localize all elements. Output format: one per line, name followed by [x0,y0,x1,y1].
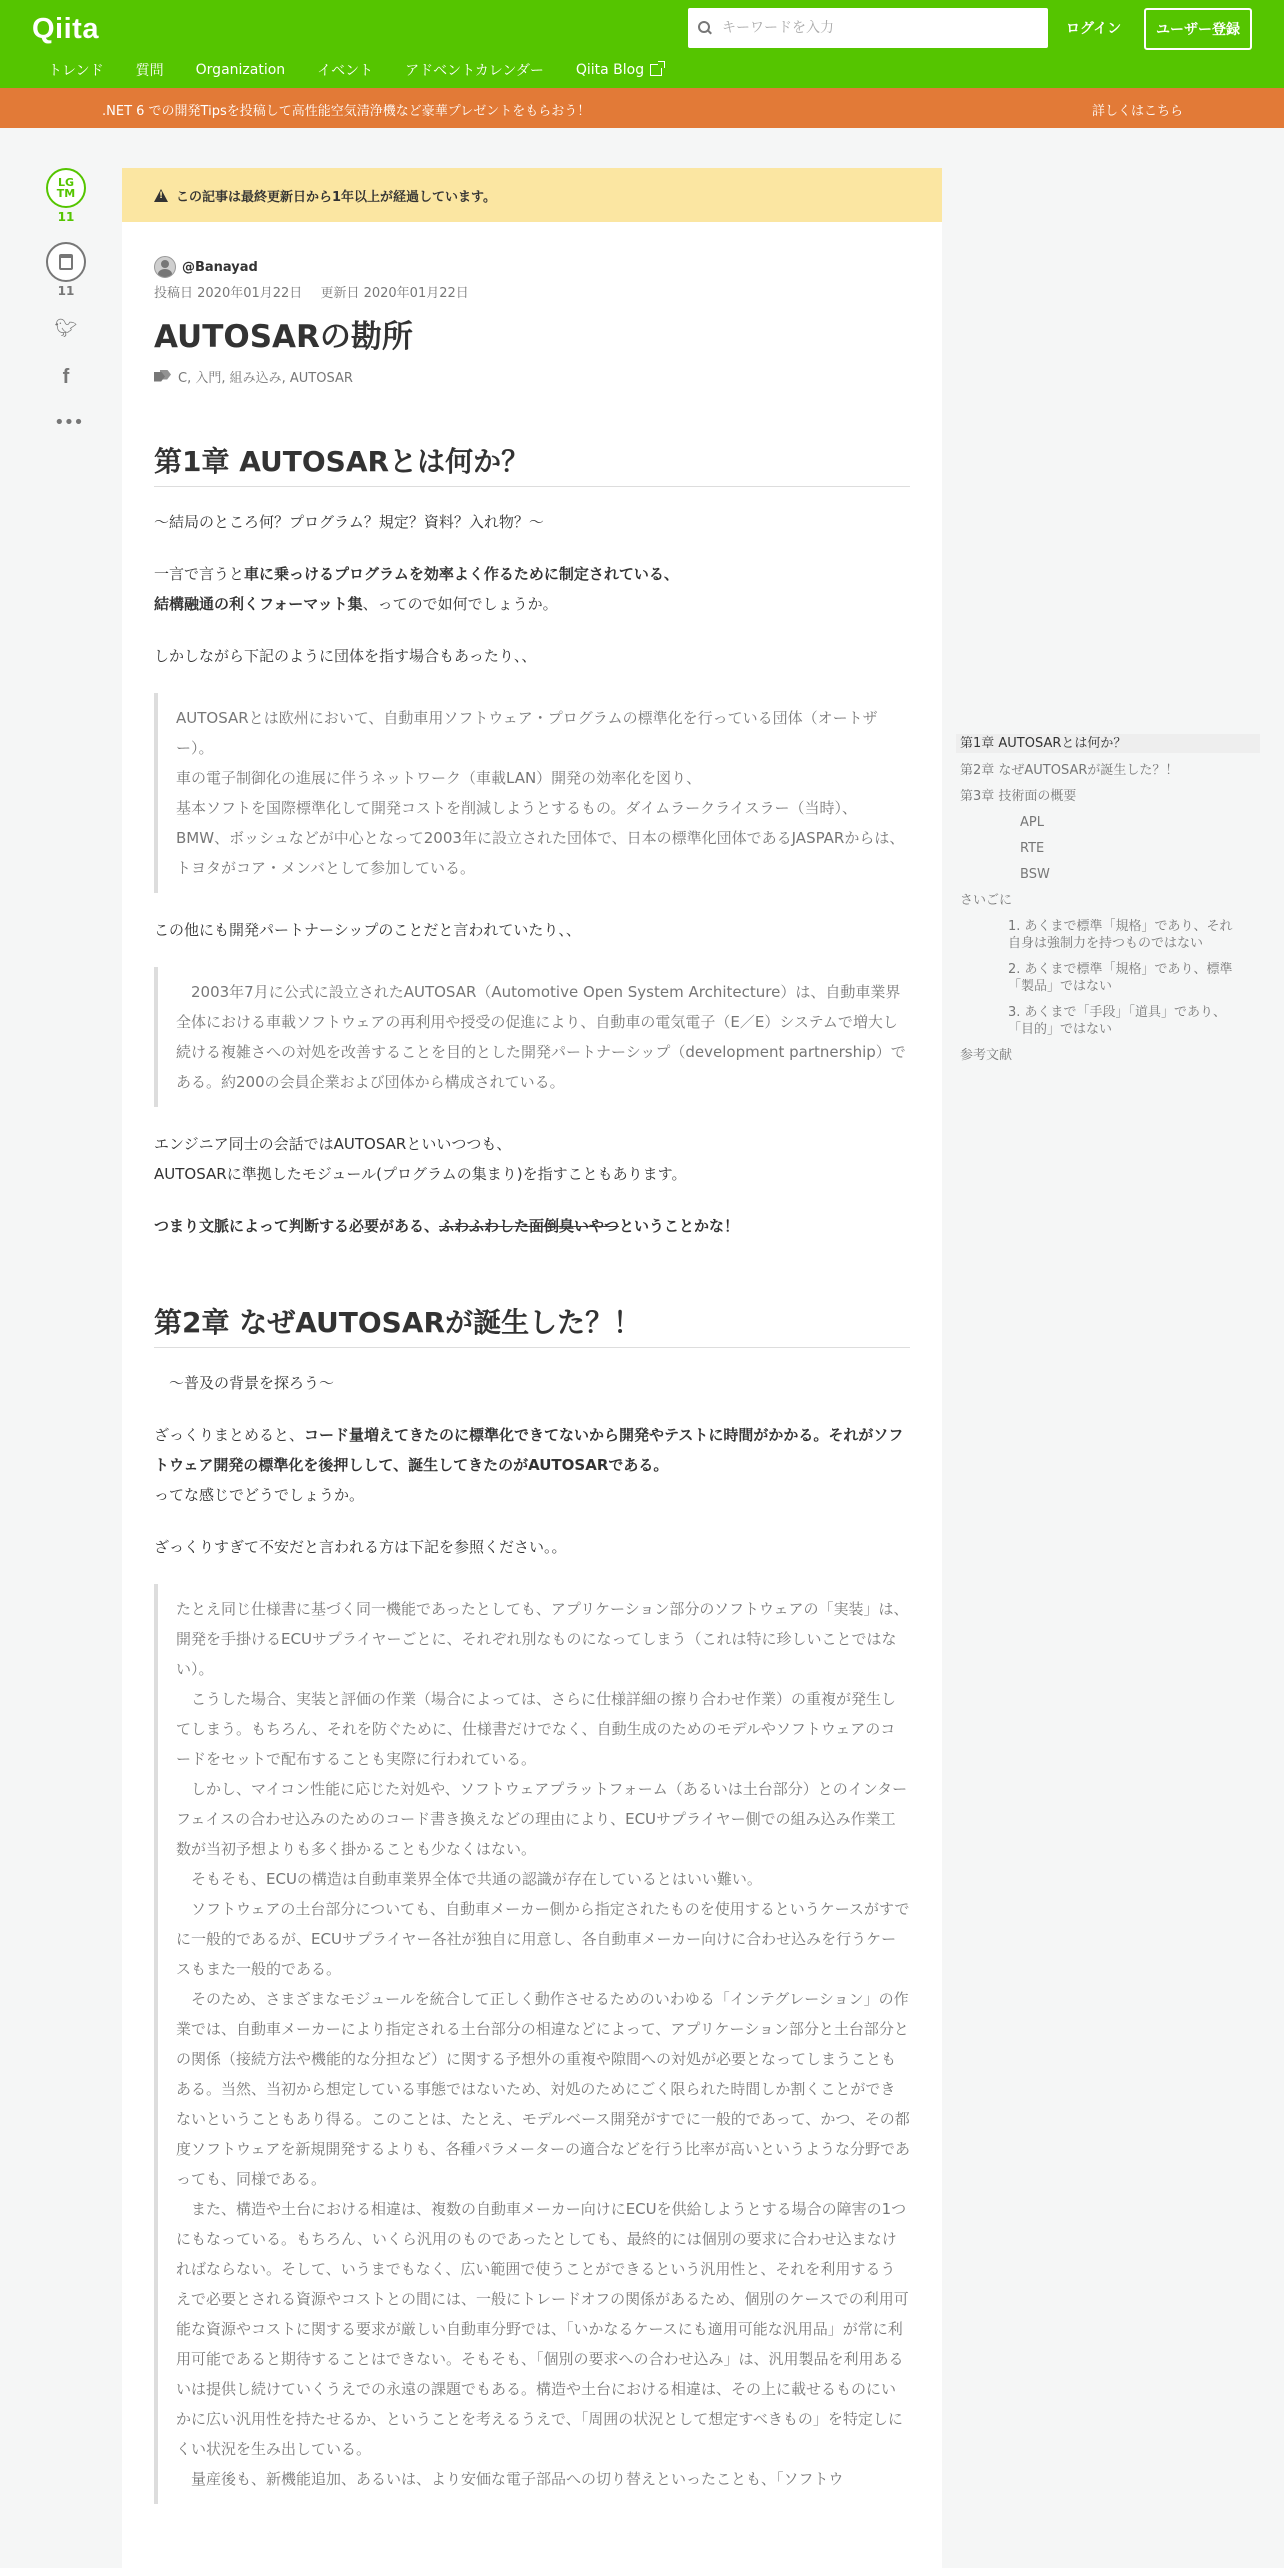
chapter-2-heading: 第2章 なぜAUTOSARが誕生した？！ [154,1303,910,1348]
paragraph [154,559,910,619]
strikethrough-text: ふわふわした面倒臭いやつ [439,1217,620,1235]
text: エンジニア同士の会話ではAUTOSARといいつつも、 [154,1135,512,1153]
toc-item[interactable]: BSW [1020,867,1050,882]
banner-text[interactable]: .NET 6 での開発Tipsを投稿して高性能空気清浄機など豪華プレゼントをもらおう！ [102,104,591,119]
nav-organization[interactable]: Organization [195,62,286,78]
more-icon[interactable]: ••• [54,412,83,433]
article-dates [154,282,910,301]
text: AUTOSARに準拠したモジュール(プログラムの集まり)を指すこともあります。 [154,1165,687,1183]
quote-line: 車の電子制御化の進展に伴うネットワーク（車載LAN）開発の効率化を図り、 [176,769,702,787]
toc-item[interactable]: 第1章 AUTOSARとは何か？ [956,734,1260,753]
nav-qiita-blog[interactable] [576,60,662,80]
text: ってな感じでどうでしょうか。 [154,1486,365,1504]
nav-trend[interactable]: トレンド [48,63,104,79]
paragraph [154,1211,910,1241]
campaign-banner [0,88,1284,128]
quote-line: 量産後も、新機能追加、あるいは、より安価な電子部品への切り替えといったことも、「ソフトウ [176,2470,844,2488]
outdated-warning [122,168,942,222]
updated-date: 更新日 2020年01月22日 [320,286,469,301]
bold-text: 結構融通の利くフォーマット集 [154,595,363,613]
paragraph: しかしながら下記のように団体を指す場合もあったり、、 [154,647,537,665]
search-box[interactable] [688,8,1048,48]
toc-item[interactable]: さいごに [960,893,1013,908]
quote-line: 基本ソフトを国際標準化して開発コストを削減しようとするもの。ダイムラークライスラー（当時）、BMW、ボッシュなどが中心となって2003年に設立された団体で、日本の標準化団体であるJASPARからは、トヨタがコア・メンバとして参加している。 [176,799,905,877]
login-link[interactable]: ログイン [1066,21,1122,37]
bold-text: 車に乗っけるプログラムを効率よく作るために制定されている、 [244,565,679,583]
nav-events[interactable]: イベント [317,63,374,79]
warning-icon [154,189,168,202]
search-input[interactable] [722,20,1022,36]
text: 、ってので如何でしょうか。 [362,595,558,613]
tag-list [154,367,910,386]
nav-questions[interactable]: 質問 [135,63,164,79]
paragraph: この他にも開発パートナーシップのことだと言われていたり、、 [154,921,581,939]
chapter-2-subtitle: ～普及の背景を探ろう～ [154,1374,335,1392]
article-body [122,256,942,2504]
external-link-icon [650,64,662,76]
banner-link[interactable]: 詳しくはこちら [1092,104,1184,119]
toc-item[interactable]: 2. あくまで標準「規格」であり、標準「製品」ではない [1008,962,1233,994]
toc-item[interactable]: APL [1020,815,1044,830]
stock-count: 11 [57,284,75,298]
quote-line: たとえ同じ仕様書に基づく同一機能であったとしても、アプリケーション部分のソフトウェアの「実装」は、開発を手掛けるECUサプライヤーごとに、それぞれ別なものになってしまう（これは特に珍しいことではない）。 [176,1600,909,1678]
table-of-contents [960,734,1260,1073]
quote-line: AUTOSARとは欧州において、自動車用ソフトウェア・プログラムの標準化を行っている団体（オートザー）。 [176,709,878,757]
lgtm-count: 11 [57,210,75,224]
quote-line: また、構造や土台における相違は、複数の自動車メーカー向けにECUを供給しようとする場合の障害の1つにもなっている。もちろん、いくら汎用のものであったとしても、最終的には個別の要求に合わせ込まなければならない。そして、いうまでもなく、広い範囲で使うことができるという汎用性と、それを利用するうえで必要とされる資源やコストとの間には、一般にトレードオフの関係があるため、個別のケースでの利用可能な資源やコストに関する要求が厳しい自動車分野では、「いかなるケースにも適用可能な汎用品」が常に利用可能であると期待することはできない。そもそも、「個別の要求への合わせ込み」は、汎用製品を利用あるいは提供し続けていくうえでの永遠の課題でもある。構造や土台における相違は、その上に載せるものにいかに広い汎用性を持たせるか、ということを考えるうえで、「周囲の状況として想定すべきもの」を特定しにくい状況を生み出している。 [176,2200,909,2458]
qiita-logo[interactable]: Qiita [32,13,99,45]
stock-icon [59,254,73,270]
paragraph [154,1129,910,1189]
blockquote [154,1584,910,2504]
bold-text: つまり文脈によって判断する必要がある、 [154,1217,440,1235]
chapter-1-subtitle: ～結局のところ何？プログラム？規定？資料？入れ物？～ [154,513,544,531]
quote-line: しかし、マイコン性能に応じた対処や、ソフトウェアプラットフォーム（あるいは土台部分）とのインターフェイスの合わせ込みのためのコード書き換えなどの理由により、ECUサプライヤー側での組み込み作業工数が当初予想よりも多く掛かることも少なくはない。 [176,1780,908,1858]
quote-line: ソフトウェアの土台部分についても、自動車メーカー側から指定されたものを使用するというケースがすでに一般的であるが、ECUサプライヤー各社が独自に用意し、各自動車メーカー向けに合わせ込みを行うケースもまた一般的である。 [176,1900,910,1978]
quote-line: こうした場合、実装と評価の作業（場合によっては、さらに仕様詳細の擦り合わせ作業）の重複が発生してしまう。もちろん、それを防ぐために、仕様書だけでなく、自動生成のためのモデルやソフトウェアのコードをセットで配布することも実際に行われている。 [176,1690,897,1768]
avatar[interactable] [154,256,176,278]
toc-item[interactable]: RTE [1020,841,1045,856]
author-name[interactable]: @Banayad [182,259,258,275]
bold-text: ということかな！ [619,1217,740,1235]
quote-line: そもそも、ECUの構造は自動車業界全体で共通の認識が存在しているとはいい難い。 [176,1870,762,1888]
article-title: AUTOSARの勘所 [154,319,413,355]
tag-icon [154,370,172,384]
nav-advent-calendar[interactable]: アドベントカレンダー [405,63,544,79]
tags-text[interactable]: C, 入門, 組み込み, AUTOSAR [178,371,353,386]
facebook-share-icon[interactable]: f [62,366,70,388]
toc-item[interactable]: 3. あくまで「手段」「道具」であり、「目的」ではない [1008,1005,1227,1037]
lgtm-button[interactable]: LG TM [46,168,86,208]
article [122,168,942,2568]
stock-button[interactable] [46,242,86,282]
nav-qiita-blog-label: Qiita Blog [575,62,645,78]
posted-date: 投稿日 2020年01月22日 [154,286,303,301]
text: 一言で言うと [154,565,245,583]
author-row [154,256,910,278]
warning-text: この記事は最終更新日から1年以上が経過しています。 [176,189,497,205]
global-nav [48,60,662,80]
blockquote [154,693,910,893]
twitter-share-icon[interactable]: 🐦︎ [54,318,78,339]
toc-item[interactable]: 第3章 技術面の概要 [960,789,1077,804]
chapter-1-heading: 第1章 AUTOSARとは何か？ [154,442,910,487]
global-header [0,0,1284,88]
toc-item[interactable]: 第2章 なぜAUTOSARが誕生した？！ [960,763,1179,778]
paragraph: ざっくりすぎて不安だと言われる方は下記を参照ください。。 [154,1538,567,1556]
search-icon [698,21,712,35]
blockquote [154,967,910,1107]
quote-line: 2003年7月に公式に設立されたAUTOSAR（Automotive Open System Architecture）は、自動車業界全体における車載ソフトウェアの再利用や授受の促進により、自動車の電気電子（E／E）システムで増大し続ける複雑さへの対処を改善することを目的とした開発パートナーシップ（development partnership）である。約200の会員企業および団体から構成されている。 [176,983,906,1091]
bold-text: コード量増えてきたのに標準化できてないから開発やテストに時間がかかる。それがソフトウェア開発の標準化を後押しして、誕生してきたのがAUTOSARである。 [154,1426,904,1474]
signup-button[interactable]: ユーザー登録 [1144,8,1252,50]
text: ざっくりまとめると、 [154,1426,305,1444]
paragraph [154,1420,910,1510]
toc-item[interactable]: 参考文献 [960,1048,1013,1063]
toc-item[interactable]: 1. あくまで標準「規格」であり、それ自身は強制力を持つものではない [1008,919,1233,951]
quote-line: そのため、さまざまなモジュールを統合して正しく動作させるためのいわゆる「インテグレーション」の作業では、自動車メーカーにより指定される土台部分の相違などによって、アプリケーション部分と土台部分との関係（接続方法や機能的な分担など）に関する予想外の重複や隙間への対処が必要となってしまうこともある。当然、当初から想定している事態ではないため、対処のためにごく限られた時間しか割くことができないということもあり得る。このことは、たとえ、モデルベース開発がすでに一般的であって、かつ、その都度ソフトウェアを新規開発するよりも、各種パラメーターの適合などを行う比率が高いというような分野であっても、同様である。 [176,1990,910,2188]
